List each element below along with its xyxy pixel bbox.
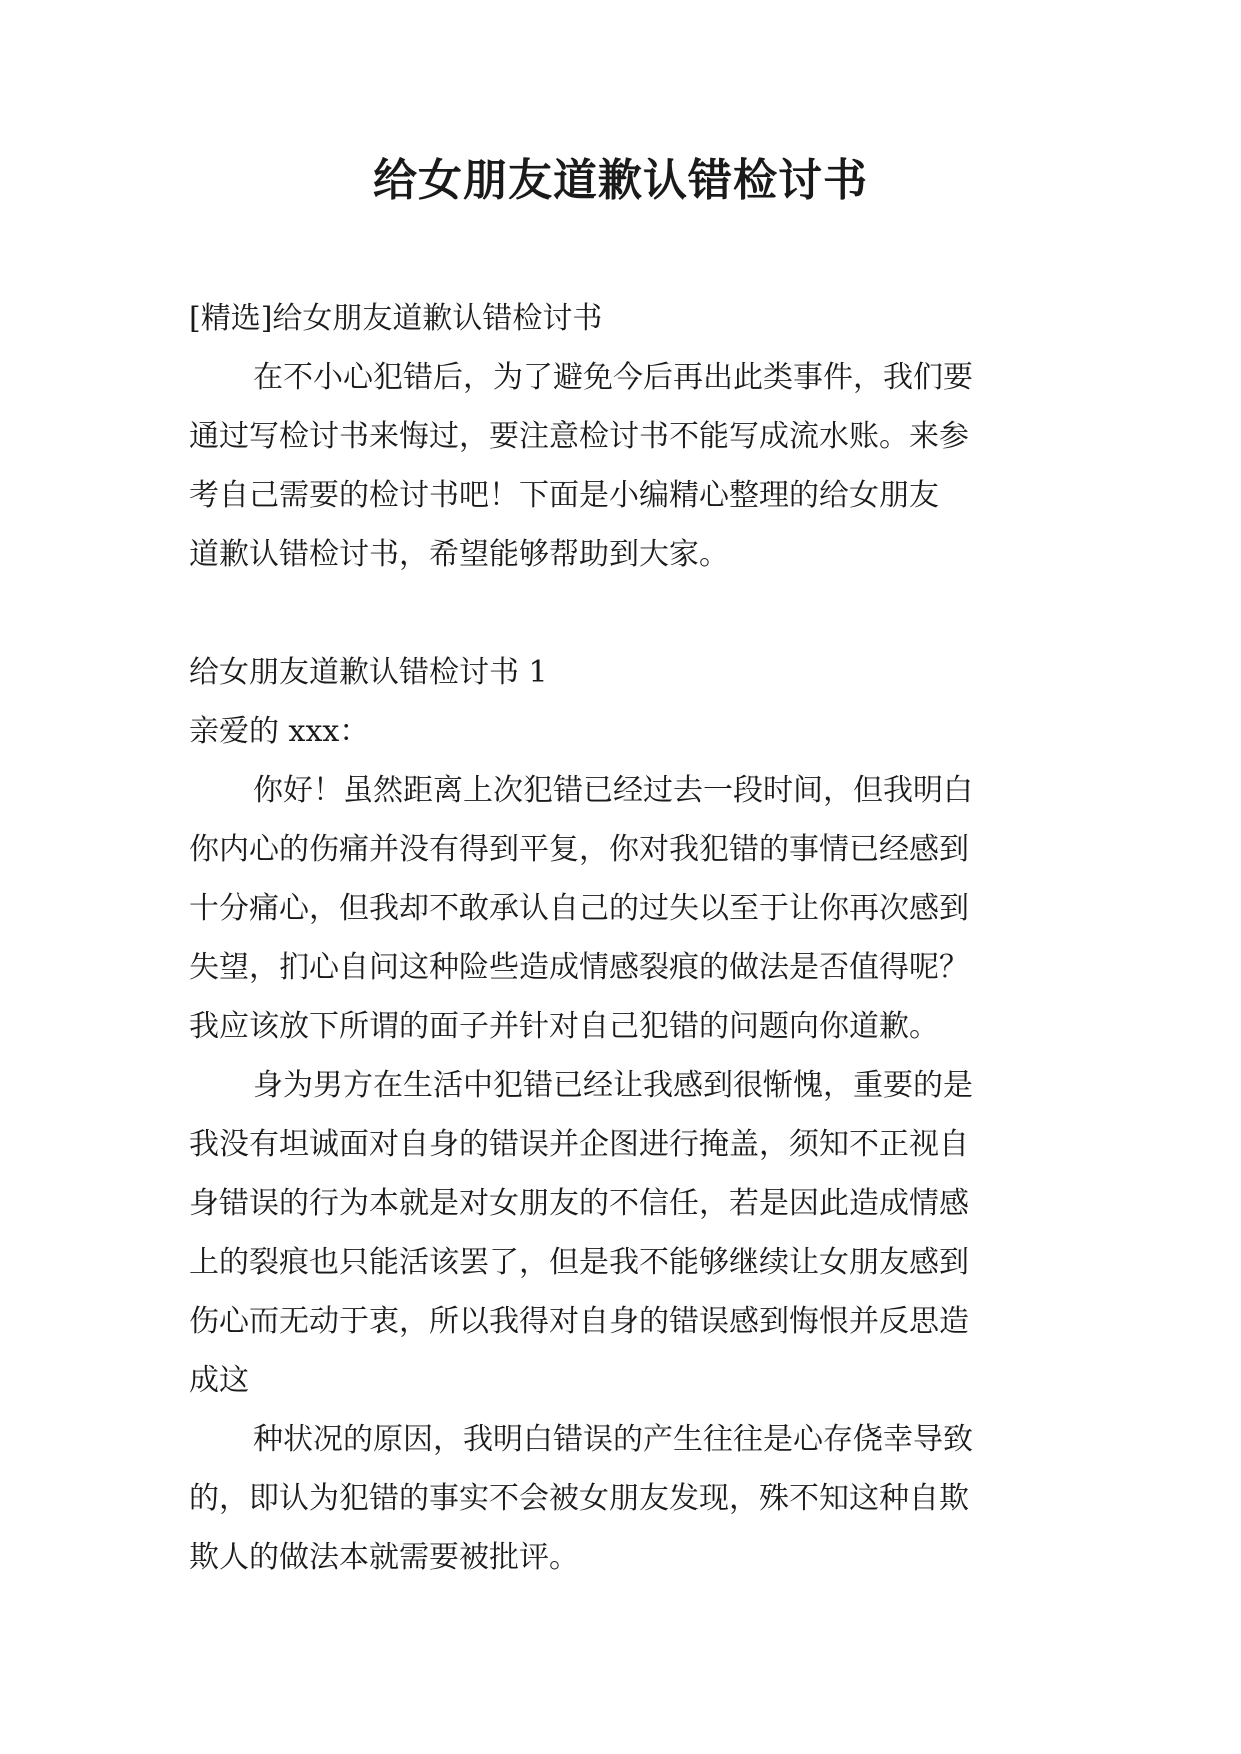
intro-line: 在不小心犯错后，为了避免今后再出此类事件，我们要 [253,360,973,395]
blank-line [189,584,1089,643]
intro-line: 考自己需要的检讨书吧！下面是小编精心整理的给女朋友 [189,478,939,513]
body-line: 身为男方在生活中犯错已经让我感到很惭愧，重要的是 [253,1068,973,1103]
document-body [189,289,1089,1587]
body-paragraph-3 [189,1410,1089,1587]
body-line: 种状况的原因，我明白错误的产生往往是心存侥幸导致 [253,1422,973,1457]
body-line: 你内心的伤痛并没有得到平复，你对我犯错的事情已经感到 [189,832,969,867]
body-line: 十分痛心，但我却不敢承认自己的过失以至于让你再次感到 [189,891,969,926]
body-line: 我应该放下所谓的面子并针对自己犯错的问题向你道歉。 [189,1009,939,1044]
intro-line: 通过写检讨书来悔过，要注意检讨书不能写成流水账。来参 [189,419,969,454]
body-line: 身错误的行为本就是对女朋友的不信任，若是因此造成情感 [189,1186,969,1221]
body-line: 你好！虽然距离上次犯错已经过去一段时间，但我明白 [253,773,973,808]
document-subtitle: [精选]给女朋友道歉认错检讨书 [189,301,603,336]
body-line: 我没有坦诚面对自身的错误并企图进行掩盖，须知不正视自 [189,1127,969,1162]
salutation: 亲爱的 xxx： [189,714,370,749]
body-paragraph-2 [189,1056,1089,1410]
body-line: 上的裂痕也只能活该罢了，但是我不能够继续让女朋友感到 [189,1245,969,1280]
body-line: 的，即认为犯错的事实不会被女朋友发现，殊不知这种自欺 [189,1481,969,1516]
body-line: 伤心而无动于衷，所以我得对自身的错误感到悔恨并反思造 [189,1304,969,1339]
section-heading: 给女朋友道歉认错检讨书 1 [189,655,548,690]
document-title: 给女朋友道歉认错检讨书 [373,155,868,206]
body-line: 失望，扪心自问这种险些造成情感裂痕的做法是否值得呢？ [189,950,969,985]
body-line: 欺人的做法本就需要被批评。 [189,1540,579,1575]
body-line: 成这 [189,1363,249,1398]
intro-paragraph [189,348,1089,584]
intro-line: 道歉认错检讨书，希望能够帮助到大家。 [189,537,729,572]
body-paragraph-1 [189,761,1089,1056]
